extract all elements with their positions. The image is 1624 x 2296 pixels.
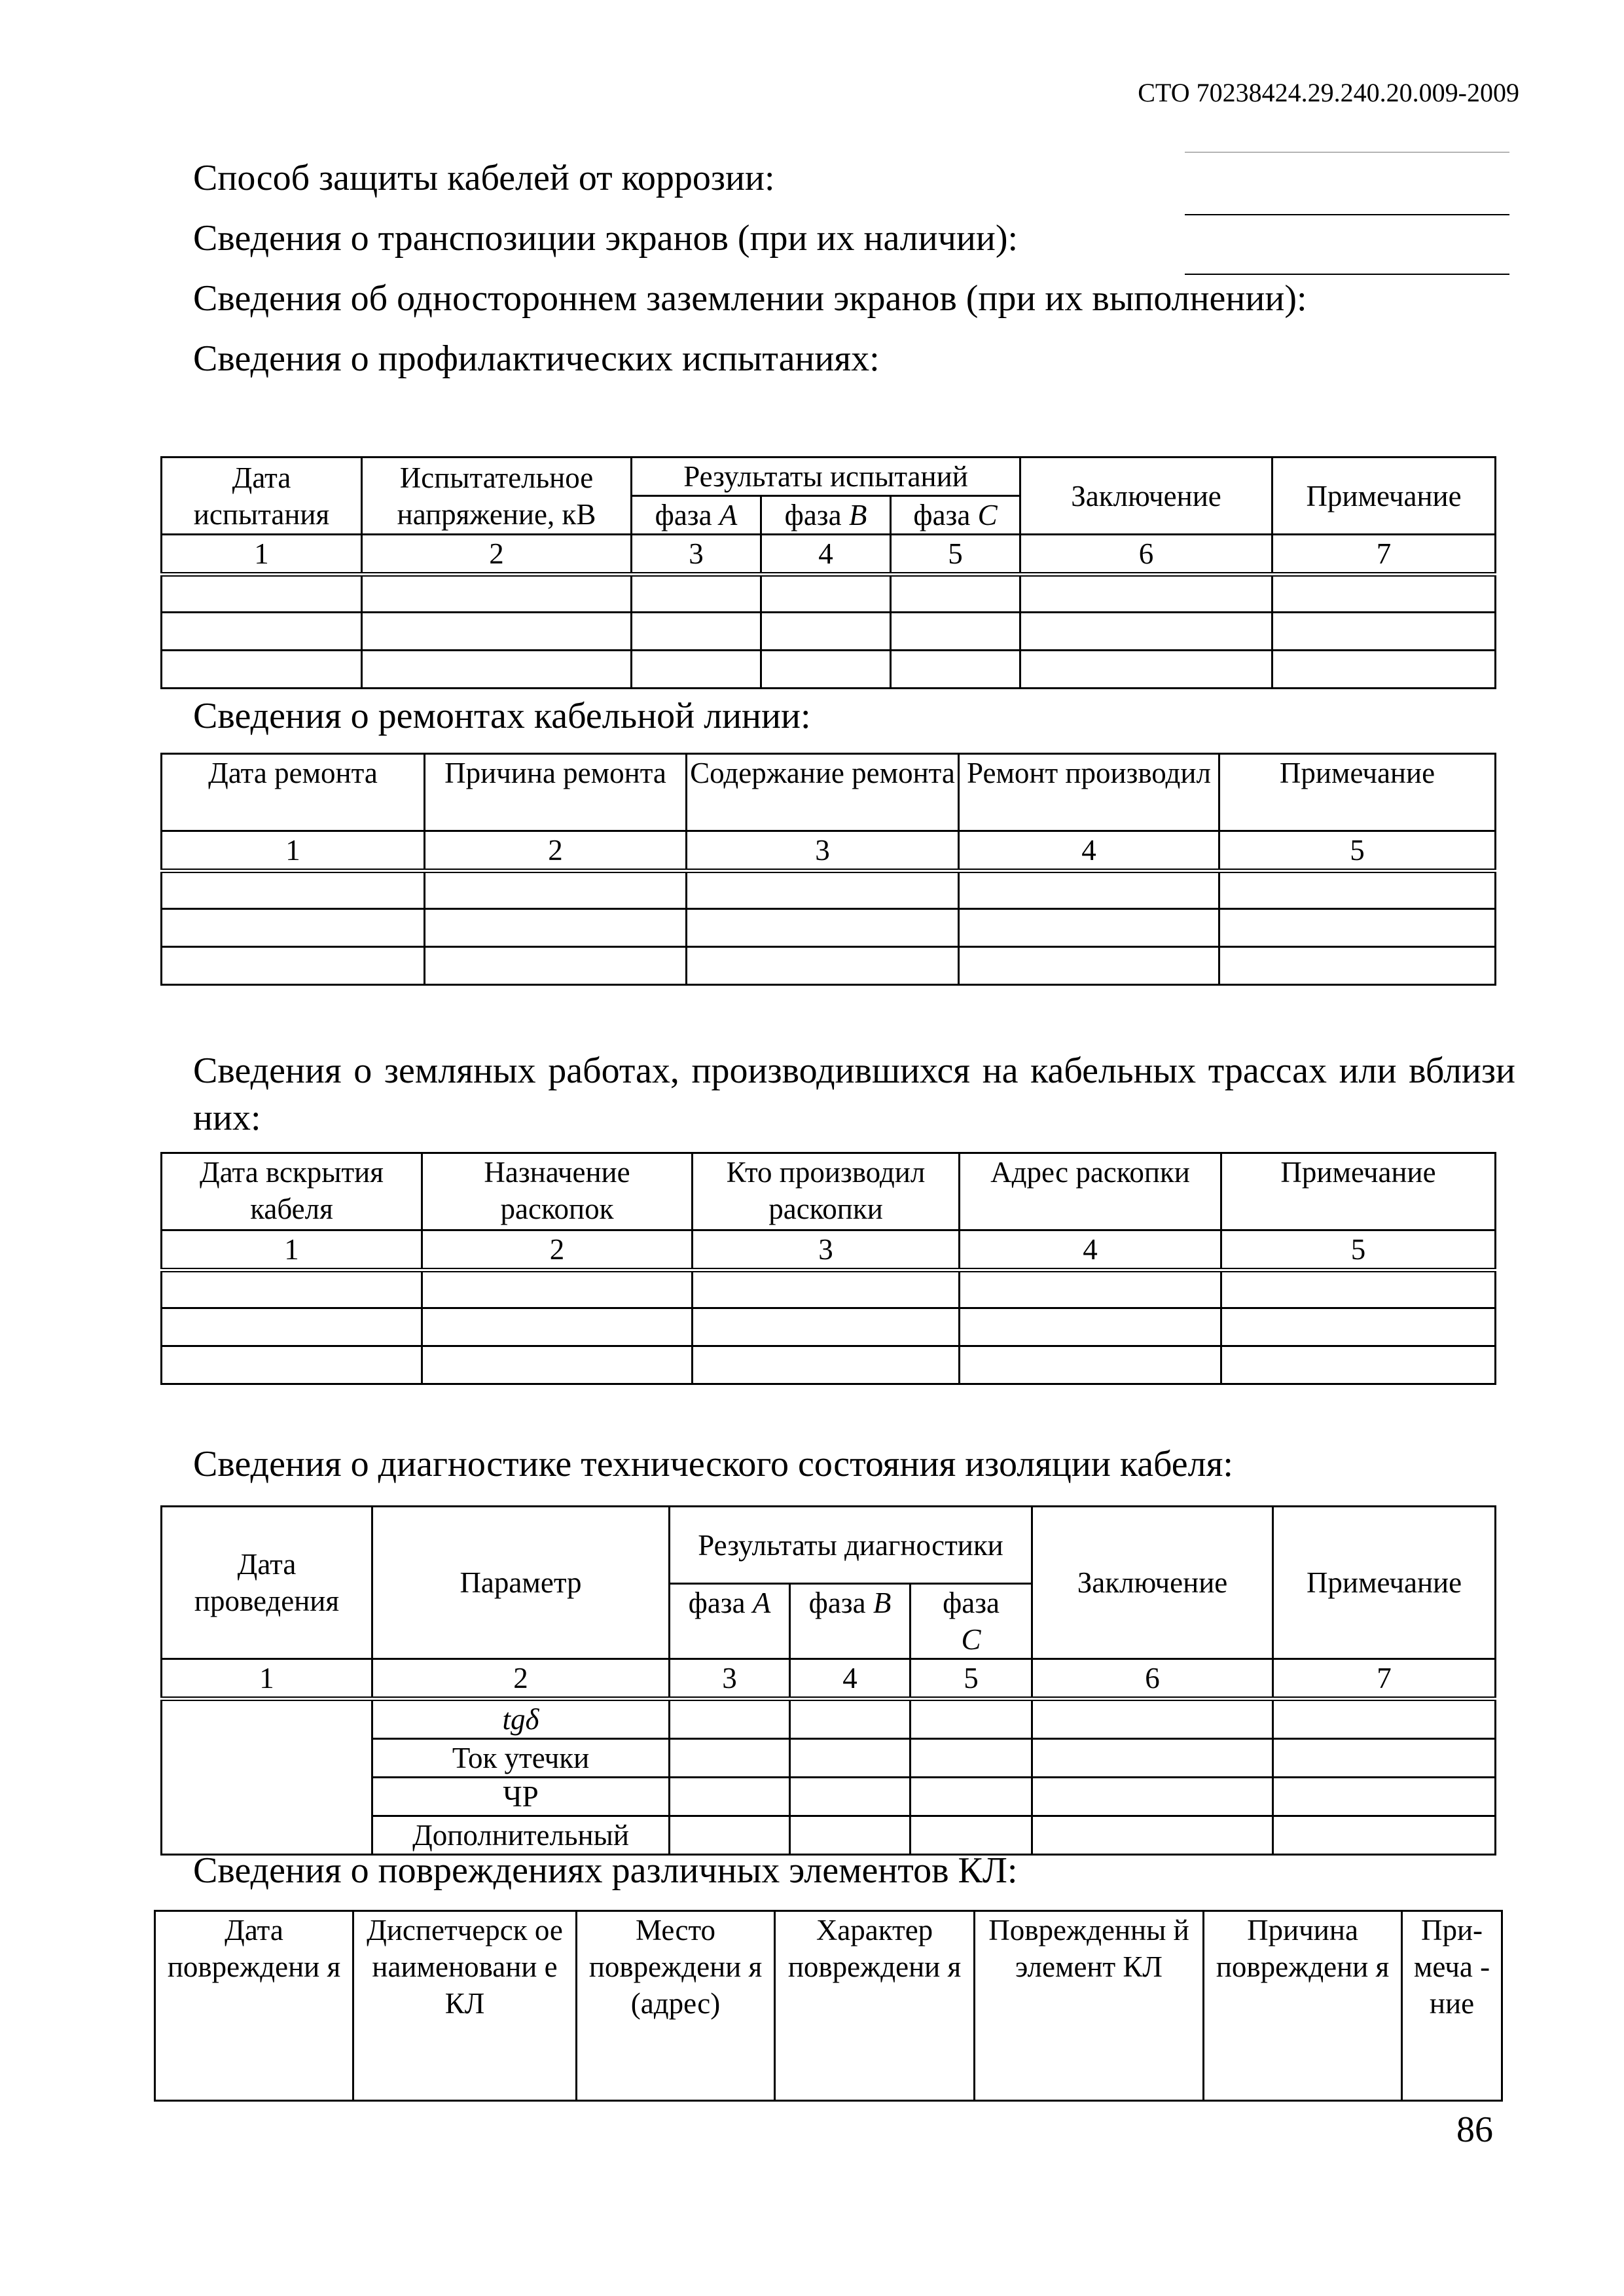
table-row — [162, 871, 1496, 909]
column-number: 7 — [1272, 535, 1496, 575]
empty-cell — [1272, 575, 1496, 613]
empty-cell — [670, 1816, 790, 1855]
preventive-tests-table — [160, 456, 1496, 689]
empty-cell — [422, 1346, 693, 1384]
repairs-title: Сведения о ремонтах кабельной линии: — [193, 696, 811, 736]
empty-cell — [162, 1346, 422, 1384]
column-number: 2 — [372, 1659, 670, 1699]
empty-cell — [162, 1308, 422, 1346]
column-number: 1 — [162, 831, 425, 871]
column-number: 6 — [1032, 1659, 1273, 1699]
empty-cell — [790, 1816, 911, 1855]
column-number: 2 — [362, 535, 632, 575]
empty-cell — [1020, 651, 1272, 689]
earthworks-table — [160, 1152, 1496, 1385]
column-number-row — [162, 535, 1496, 575]
empty-cell — [362, 651, 632, 689]
col-header-note: Примечание — [1272, 457, 1496, 535]
empty-cell — [959, 947, 1219, 985]
screen-transposition-label: Сведения о транспозиции экранов (при их наличии): — [193, 218, 1019, 259]
col-header-phase-b — [790, 1584, 911, 1659]
preventive-tests-label: Сведения о профилактических испытаниях: — [193, 338, 880, 379]
empty-cell — [693, 1270, 960, 1308]
col-header-test-voltage: Испытательное напряжение, кВ — [362, 457, 632, 535]
phase-letter: C — [961, 1623, 981, 1656]
col-header-conclusion: Заключение — [1020, 457, 1272, 535]
empty-cell — [1032, 1778, 1273, 1816]
empty-cell — [1020, 575, 1272, 613]
col-header-note: При- меча - ние — [1402, 1911, 1502, 2101]
empty-cell — [632, 613, 761, 651]
empty-cell — [425, 871, 687, 909]
empty-cell — [960, 1308, 1221, 1346]
table-row — [162, 1346, 1496, 1384]
empty-cell — [761, 575, 891, 613]
empty-cell — [162, 575, 362, 613]
col-header-dispatch-name: Диспетчерск ое наименовани е КЛ — [353, 1911, 577, 2101]
column-number: 1 — [162, 1230, 422, 1270]
col-header-excavation-performer: Кто производил раскопки — [693, 1153, 960, 1230]
column-number: 4 — [761, 535, 891, 575]
empty-cell — [362, 575, 632, 613]
col-header-repair-reason: Причина ремонта — [425, 754, 687, 831]
empty-cell — [1273, 1778, 1496, 1816]
empty-cell — [693, 1346, 960, 1384]
col-header-note: Примечание — [1219, 754, 1496, 831]
empty-cell — [1273, 1816, 1496, 1855]
empty-cell — [632, 575, 761, 613]
diagnostics-table — [160, 1505, 1496, 1856]
phase-letter: B — [873, 1587, 892, 1619]
table-row — [162, 947, 1496, 985]
empty-cell — [1020, 613, 1272, 651]
col-header-phase-c — [911, 1584, 1032, 1659]
table-row — [162, 909, 1496, 947]
col-header-diagnostic-date: Дата проведения — [162, 1507, 372, 1659]
empty-cell — [1032, 1699, 1273, 1739]
empty-cell — [1272, 613, 1496, 651]
empty-cell — [911, 1739, 1032, 1778]
blank-line-2 — [1185, 214, 1509, 215]
empty-cell — [911, 1778, 1032, 1816]
column-number: 3 — [687, 831, 959, 871]
column-number: 3 — [693, 1230, 960, 1270]
empty-cell — [670, 1778, 790, 1816]
param-partial-discharge: ЧР — [372, 1778, 670, 1816]
empty-cell — [790, 1739, 911, 1778]
empty-cell — [891, 651, 1020, 689]
col-header-diagnostic-results: Результаты диагностики — [670, 1507, 1032, 1584]
document-code: СТО 70238424.29.240.20.009-2009 — [1138, 78, 1519, 107]
phase-word: фаза — [688, 1587, 746, 1619]
empty-cell — [1221, 1270, 1496, 1308]
empty-cell — [761, 613, 891, 651]
phase-word: фаза — [808, 1587, 866, 1619]
empty-cell — [959, 871, 1219, 909]
column-number-row — [162, 831, 1496, 871]
col-header-repair-content: Содержание ремонта — [687, 754, 959, 831]
param-tg-delta: tgδ — [372, 1699, 670, 1739]
empty-cell — [1032, 1816, 1273, 1855]
repairs-table — [160, 753, 1496, 986]
column-number: 1 — [162, 535, 362, 575]
phase-word: фаза — [943, 1587, 1000, 1619]
phase-letter: C — [977, 499, 998, 531]
col-header-excavation-address: Адрес раскопки — [960, 1153, 1221, 1230]
col-header-phase-a — [670, 1584, 790, 1659]
col-header-phase-b — [761, 496, 891, 535]
phase-letter: A — [752, 1587, 771, 1619]
empty-cell — [790, 1699, 911, 1739]
column-number-row — [162, 1659, 1496, 1699]
col-header-damaged-element: Поврежденны й элемент КЛ — [975, 1911, 1204, 2101]
empty-cell — [960, 1270, 1221, 1308]
empty-cell — [1219, 947, 1496, 985]
empty-cell — [1272, 651, 1496, 689]
column-number: 5 — [891, 535, 1020, 575]
empty-cell — [362, 613, 632, 651]
empty-cell — [670, 1699, 790, 1739]
damages-title: Сведения о повреждениях различных элементов КЛ: — [193, 1850, 1018, 1891]
empty-cell — [693, 1308, 960, 1346]
empty-cell — [891, 575, 1020, 613]
empty-cell — [687, 947, 959, 985]
col-header-repair-date: Дата ремонта — [162, 754, 425, 831]
table-row — [162, 1699, 1496, 1739]
phase-word: фаза — [913, 499, 971, 531]
phase-word: фаза — [655, 499, 712, 531]
phase-word: фаза — [784, 499, 842, 531]
empty-cell — [162, 947, 425, 985]
column-number: 1 — [162, 1659, 372, 1699]
empty-cell — [959, 909, 1219, 947]
column-number: 2 — [422, 1230, 693, 1270]
screen-grounding-label: Сведения об одностороннем заземлении экранов (при их выполнении): — [193, 278, 1307, 319]
damages-table — [154, 1910, 1503, 2102]
blank-line-3 — [1185, 274, 1509, 275]
corrosion-protection-label: Способ защиты кабелей от коррозии: — [193, 158, 775, 198]
phase-letter: A — [719, 499, 738, 531]
empty-cell — [1032, 1739, 1273, 1778]
empty-cell — [422, 1270, 693, 1308]
empty-cell — [761, 651, 891, 689]
empty-cell — [425, 909, 687, 947]
empty-cell — [1219, 871, 1496, 909]
column-number: 4 — [959, 831, 1219, 871]
column-number: 2 — [425, 831, 687, 871]
table-row — [162, 1308, 1496, 1346]
empty-cell — [960, 1346, 1221, 1384]
col-header-phase-c — [891, 496, 1020, 535]
col-header-excavation-purpose: Назначение раскопок — [422, 1153, 693, 1230]
empty-cell — [422, 1308, 693, 1346]
col-header-note: Примечание — [1221, 1153, 1496, 1230]
column-number: 5 — [1221, 1230, 1496, 1270]
empty-cell — [162, 909, 425, 947]
empty-cell — [162, 651, 362, 689]
empty-cell — [1273, 1739, 1496, 1778]
empty-cell — [1221, 1346, 1496, 1384]
column-number-row — [162, 1230, 1496, 1270]
empty-cell — [687, 871, 959, 909]
empty-cell — [790, 1778, 911, 1816]
col-header-note: Примечание — [1273, 1507, 1496, 1659]
column-number: 6 — [1020, 535, 1272, 575]
page-number: 86 — [1456, 2109, 1493, 2150]
param-leakage-current: Ток утечки — [372, 1739, 670, 1778]
empty-cell — [632, 651, 761, 689]
column-number: 5 — [911, 1659, 1032, 1699]
col-header-conclusion: Заключение — [1032, 1507, 1273, 1659]
empty-cell — [162, 613, 362, 651]
column-number: 5 — [1219, 831, 1496, 871]
column-number: 3 — [632, 535, 761, 575]
col-header-damage-date: Дата повреждени я — [155, 1911, 353, 2101]
empty-cell — [162, 1270, 422, 1308]
col-header-test-date: Дата испытания — [162, 457, 362, 535]
earthworks-title: Сведения о земляных работах, производившихся на кабельных трассах или вблизи них: — [193, 1050, 1515, 1138]
empty-cell — [670, 1739, 790, 1778]
col-header-damage-nature: Характер повреждени я — [775, 1911, 975, 2101]
col-header-damage-location: Место повреждени я (адрес) — [577, 1911, 775, 2101]
phase-letter: B — [848, 499, 867, 531]
param-additional: Дополнительный — [372, 1816, 670, 1855]
empty-cell — [911, 1699, 1032, 1739]
column-number: 7 — [1273, 1659, 1496, 1699]
empty-cell — [687, 909, 959, 947]
col-header-repair-performer: Ремонт производил — [959, 754, 1219, 831]
col-header-opening-date: Дата вскрытия кабеля — [162, 1153, 422, 1230]
empty-cell — [891, 613, 1020, 651]
table-row — [162, 613, 1496, 651]
empty-cell — [1219, 909, 1496, 947]
table-row — [162, 1270, 1496, 1308]
column-number: 4 — [960, 1230, 1221, 1270]
col-header-damage-cause: Причина повреждени я — [1204, 1911, 1402, 2101]
table-row — [162, 575, 1496, 613]
empty-cell — [1221, 1308, 1496, 1346]
table-row — [162, 651, 1496, 689]
col-header-test-results: Результаты испытаний — [632, 457, 1020, 496]
empty-cell — [911, 1816, 1032, 1855]
diagnostics-title: Сведения о диагностике технического состояния изоляции кабеля: — [193, 1444, 1233, 1484]
col-header-parameter: Параметр — [372, 1507, 670, 1659]
col-header-phase-a — [632, 496, 761, 535]
column-number: 3 — [670, 1659, 790, 1699]
empty-cell — [1273, 1699, 1496, 1739]
empty-cell — [425, 947, 687, 985]
empty-cell — [162, 871, 425, 909]
empty-cell — [162, 1699, 372, 1855]
column-number: 4 — [790, 1659, 911, 1699]
